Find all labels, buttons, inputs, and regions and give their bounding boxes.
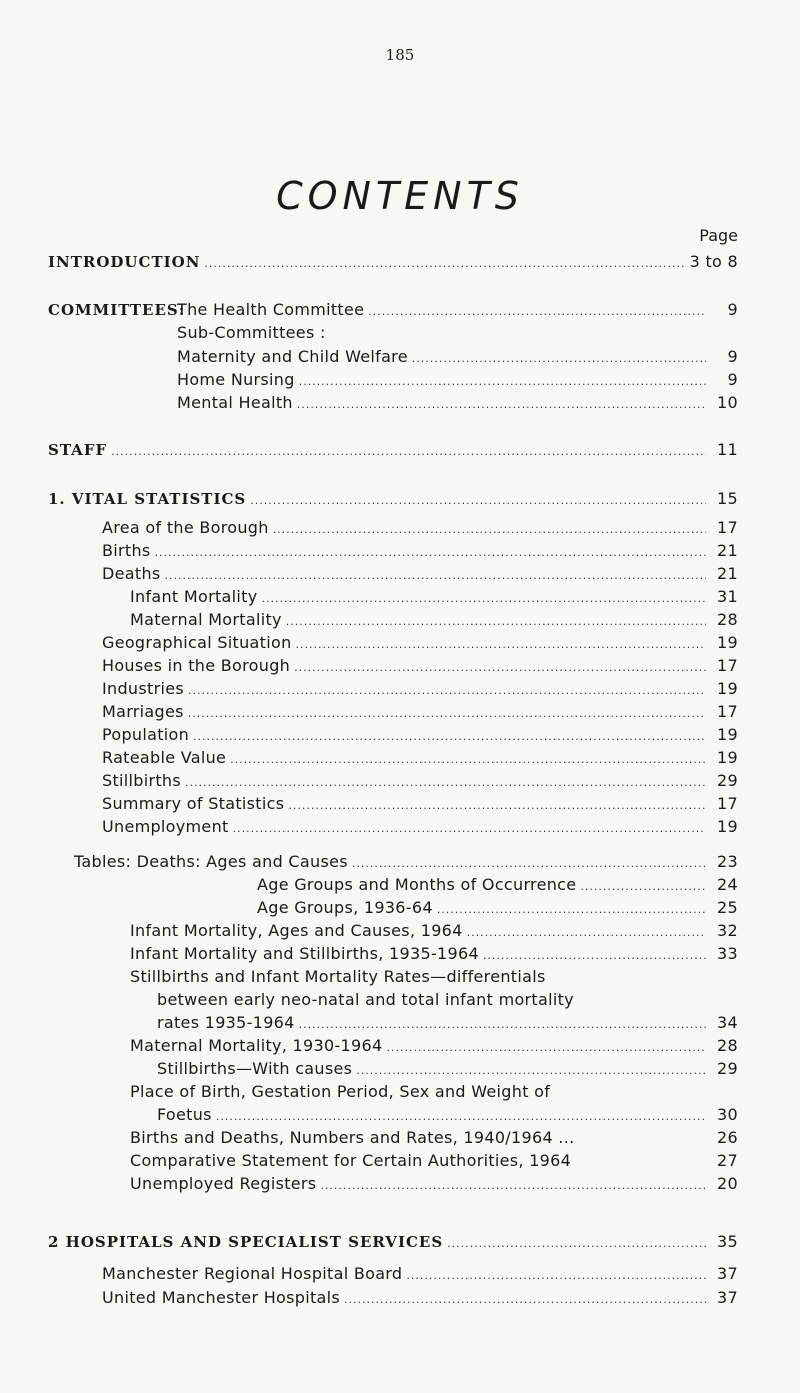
dot-leader xyxy=(193,727,706,747)
toc-entry-differentials xyxy=(157,1013,738,1033)
toc-entry-maternity xyxy=(177,347,738,367)
toc-entry-manchester-regional xyxy=(102,1264,738,1284)
toc-entry-label: Unemployed Registers xyxy=(130,1174,317,1193)
toc-entry-page: 19 xyxy=(717,817,738,836)
toc-entry-page: 37 xyxy=(717,1288,738,1307)
toc-entry-page: 9 xyxy=(727,300,738,319)
dot-leader xyxy=(580,877,706,897)
toc-entry-unemployment xyxy=(102,817,738,837)
dot-leader xyxy=(216,1107,706,1127)
page-title: CONTENTS xyxy=(276,174,524,218)
toc-entry-page: 35 xyxy=(717,1232,738,1251)
toc-entry-page: 31 xyxy=(717,587,738,606)
toc-entry-deaths xyxy=(102,564,738,584)
dot-leader xyxy=(230,750,706,770)
toc-entry-page: 26 xyxy=(717,1128,738,1147)
toc-entry-page: 23 xyxy=(717,852,738,871)
toc-entry-label: Infant Mortality xyxy=(130,587,258,606)
toc-entry-label: rates 1935-1964 xyxy=(157,1013,295,1032)
toc-entry-label: The Health Committee xyxy=(177,300,365,319)
toc-entry-page: 28 xyxy=(717,1036,738,1055)
toc-entry-page: 19 xyxy=(717,748,738,767)
toc-entry-label: INTRODUCTION xyxy=(48,253,201,271)
toc-entry-hospitals xyxy=(48,1232,738,1252)
toc-entry-stillbirths xyxy=(102,771,738,791)
toc-entry-label: Geographical Situation xyxy=(102,633,292,652)
toc-entry-page: 30 xyxy=(717,1105,738,1124)
committees-heading: COMMITTEES: xyxy=(48,301,186,319)
toc-entry-label: Industries xyxy=(102,679,184,698)
toc-entry-label: United Manchester Hospitals xyxy=(102,1288,341,1307)
toc-entry-stillbirths-causes xyxy=(157,1059,738,1079)
sub-committees-label: Sub-Committees : xyxy=(177,323,326,342)
toc-entry-page: 17 xyxy=(717,702,738,721)
toc-entry-mental-health xyxy=(177,393,738,413)
toc-entry-page: 11 xyxy=(717,440,738,459)
dot-leader xyxy=(299,372,706,392)
toc-entry-page: 9 xyxy=(727,370,738,389)
dot-leader xyxy=(188,704,706,724)
toc-entry-marriages xyxy=(102,702,738,722)
toc-entry-introduction xyxy=(48,252,738,272)
toc-entry-age-groups-months xyxy=(257,875,738,895)
toc-entry-houses xyxy=(102,656,738,676)
toc-entry-label: Age Groups and Months of Occurrence xyxy=(257,875,577,894)
dot-leader xyxy=(233,819,706,839)
toc-entry-comparative xyxy=(130,1151,738,1171)
toc-entry-page: 17 xyxy=(717,794,738,813)
dot-leader xyxy=(368,302,706,322)
toc-entry-label: Age Groups, 1936-64 xyxy=(257,898,433,917)
toc-entry-page: 20 xyxy=(717,1174,738,1193)
toc-entry-page: 19 xyxy=(717,633,738,652)
toc-entry-label: Summary of Statistics xyxy=(102,794,285,813)
dot-leader xyxy=(165,566,706,586)
toc-entry-label: Mental Health xyxy=(177,393,293,412)
toc-entry-page: 17 xyxy=(717,656,738,675)
toc-entry-label: 1. VITAL STATISTICS xyxy=(48,490,247,508)
toc-entry-label: Area of the Borough xyxy=(102,518,269,537)
toc-entry-page: 29 xyxy=(717,771,738,790)
page-number: 185 xyxy=(385,46,415,64)
dot-leader xyxy=(483,946,706,966)
toc-entry-label: Stillbirths—With causes xyxy=(157,1059,353,1078)
toc-entry-foetus xyxy=(157,1105,738,1125)
dot-leader xyxy=(299,1015,706,1035)
toc-entry-label: Foetus xyxy=(157,1105,212,1124)
dot-leader xyxy=(406,1266,706,1286)
dot-leader xyxy=(356,1061,706,1081)
dot-leader xyxy=(296,635,706,655)
toc-entry-label: Maternal Mortality, 1930-1964 xyxy=(130,1036,383,1055)
dot-leader xyxy=(250,491,706,511)
dot-leader xyxy=(155,543,706,563)
toc-entry-area xyxy=(102,518,738,538)
toc-entry-industries xyxy=(102,679,738,699)
dot-leader xyxy=(344,1290,706,1310)
dot-leader xyxy=(386,1038,706,1058)
dot-leader xyxy=(204,254,685,274)
toc-entry-label: Births and Deaths, Numbers and Rates, 1940/1964 ... xyxy=(130,1128,575,1147)
toc-entry-infant-ages-causes xyxy=(130,921,738,941)
toc-entry-label: Manchester Regional Hospital Board xyxy=(102,1264,403,1283)
toc-entry-births-deaths xyxy=(130,1128,738,1148)
toc-entry-page: 21 xyxy=(717,564,738,583)
toc-entry-maternal-1930 xyxy=(130,1036,738,1056)
toc-entry-page: 9 xyxy=(727,347,738,366)
dot-leader xyxy=(447,1234,706,1254)
toc-entry-page: 28 xyxy=(717,610,738,629)
toc-entry-unemployed-registers xyxy=(130,1174,738,1194)
toc-entry-summary xyxy=(102,794,738,814)
toc-entry-continuation: Stillbirths and Infant Mortality Rates—differentials xyxy=(130,967,546,986)
toc-entry-label: Rateable Value xyxy=(102,748,227,767)
toc-entry-page: 27 xyxy=(717,1151,738,1170)
toc-entry-label: 2 HOSPITALS AND SPECIALIST SERVICES xyxy=(48,1233,444,1251)
toc-entry-label: Maternal Mortality xyxy=(130,610,282,629)
dot-leader xyxy=(188,681,706,701)
toc-entry-births xyxy=(102,541,738,561)
dot-leader xyxy=(297,395,706,415)
toc-entry-page: 29 xyxy=(717,1059,738,1078)
dot-leader xyxy=(288,796,706,816)
toc-entry-page: 25 xyxy=(717,898,738,917)
toc-entry-label: STAFF xyxy=(48,441,108,459)
toc-entry-population xyxy=(102,725,738,745)
toc-entry-label: Deaths xyxy=(102,564,161,583)
toc-entry-label: Stillbirths xyxy=(102,771,181,790)
toc-entry-page: 3 to 8 xyxy=(689,252,738,271)
page-column-label: Page xyxy=(699,226,738,245)
toc-entry-health-committee xyxy=(177,300,738,320)
toc-entry-continuation: between early neo-natal and total infant mortality xyxy=(157,990,574,1009)
dot-leader xyxy=(437,900,706,920)
dot-leader xyxy=(261,589,706,609)
toc-entry-page: 37 xyxy=(717,1264,738,1283)
dot-leader xyxy=(286,612,706,632)
dot-leader xyxy=(320,1176,706,1196)
dot-leader xyxy=(273,520,706,540)
toc-entry-label: Home Nursing xyxy=(177,370,295,389)
toc-entry-label: Maternity and Child Welfare xyxy=(177,347,408,366)
toc-entry-tables-deaths xyxy=(74,852,738,872)
toc-entry-page: 10 xyxy=(717,393,738,412)
toc-entry-page: 32 xyxy=(717,921,738,940)
toc-entry-staff xyxy=(48,440,738,460)
toc-entry-rateable xyxy=(102,748,738,768)
toc-entry-infant-mortality xyxy=(130,587,738,607)
dot-leader xyxy=(185,773,706,793)
toc-entry-page: 17 xyxy=(717,518,738,537)
toc-entry-united-manchester xyxy=(102,1288,738,1308)
toc-entry-label: Houses in the Borough xyxy=(102,656,291,675)
toc-entry-label: Unemployment xyxy=(102,817,229,836)
toc-entry-page: 19 xyxy=(717,725,738,744)
toc-entry-page: 21 xyxy=(717,541,738,560)
toc-entry-label: Marriages xyxy=(102,702,184,721)
toc-entry-maternal-mortality xyxy=(130,610,738,630)
toc-entry-label: Infant Mortality, Ages and Causes, 1964 xyxy=(130,921,463,940)
toc-entry-continuation: Place of Birth, Gestation Period, Sex and Weight of xyxy=(130,1082,551,1101)
toc-entry-age-groups-years xyxy=(257,898,738,918)
toc-entry-geographical xyxy=(102,633,738,653)
toc-entry-page: 34 xyxy=(717,1013,738,1032)
toc-entry-label: Comparative Statement for Certain Authorities, 1964 xyxy=(130,1151,572,1170)
toc-entry-label: Infant Mortality and Stillbirths, 1935-1964 xyxy=(130,944,479,963)
toc-entry-home-nursing xyxy=(177,370,738,390)
toc-entry-vital-statistics xyxy=(48,489,738,509)
toc-entry-page: 19 xyxy=(717,679,738,698)
dot-leader xyxy=(467,923,706,943)
dot-leader xyxy=(294,658,706,678)
toc-entry-page: 15 xyxy=(717,489,738,508)
toc-entry-label: Births xyxy=(102,541,151,560)
toc-entry-label: Tables: Deaths: Ages and Causes xyxy=(74,852,348,871)
dot-leader xyxy=(352,854,706,874)
toc-entry-label: Population xyxy=(102,725,190,744)
toc-entry-infant-stillbirths xyxy=(130,944,738,964)
toc-entry-page: 24 xyxy=(717,875,738,894)
dot-leader xyxy=(111,442,706,462)
dot-leader xyxy=(412,349,706,369)
toc-entry-page: 33 xyxy=(717,944,738,963)
